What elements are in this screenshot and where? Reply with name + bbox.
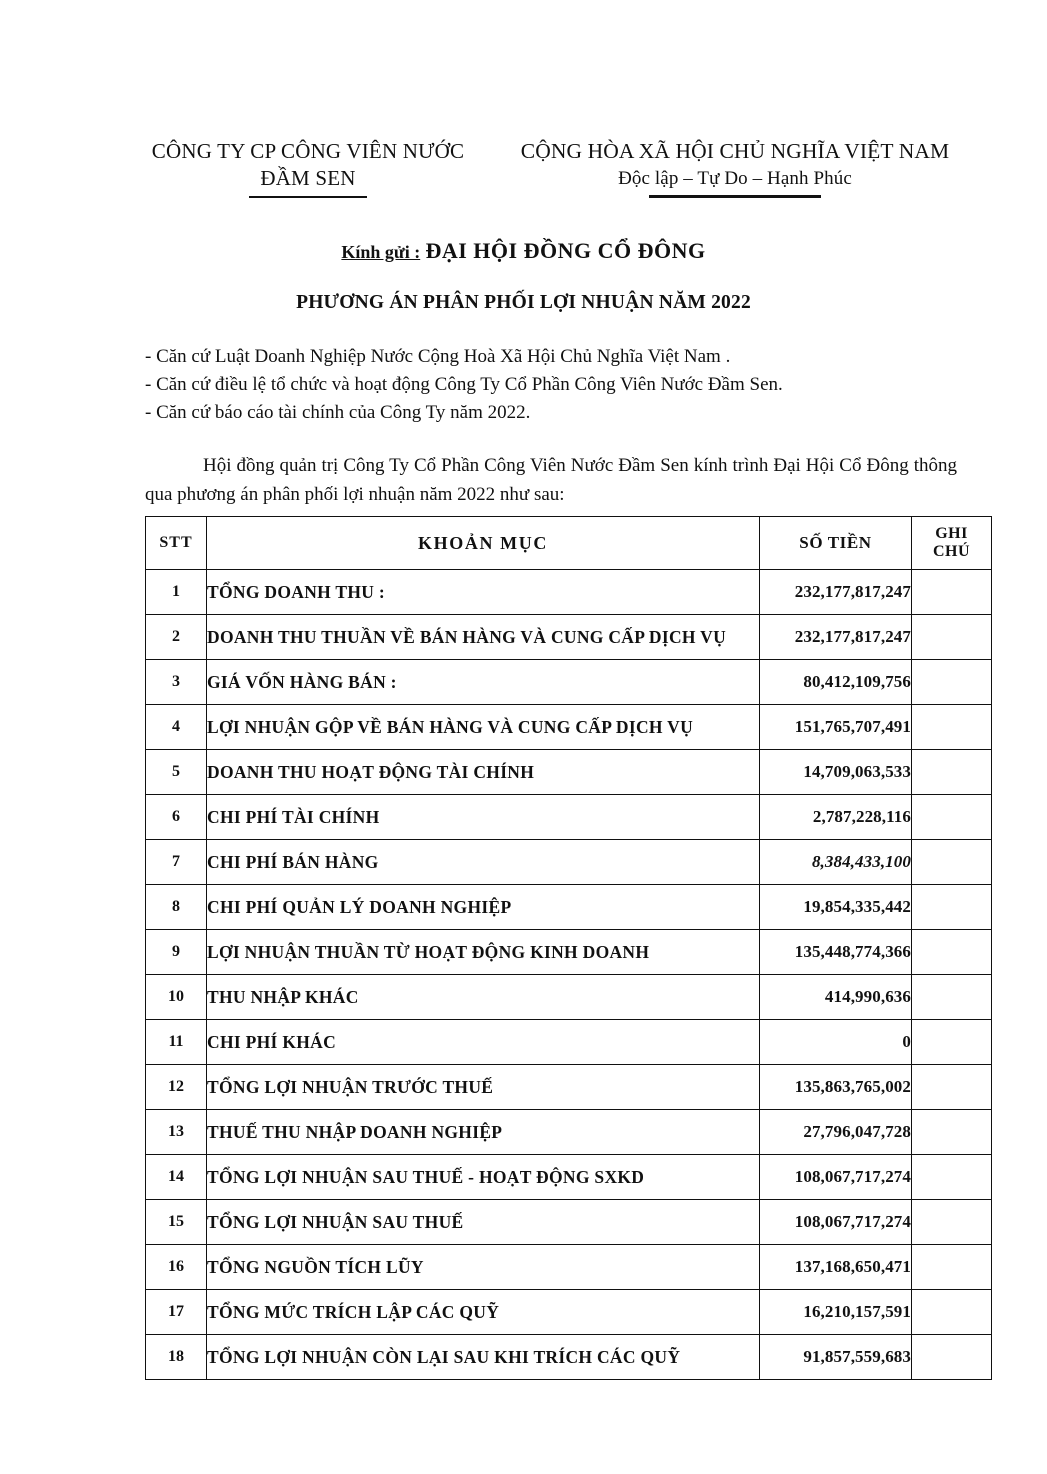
cell-amount: 232,177,817,247 (760, 570, 912, 615)
cell-item: TỔNG NGUỒN TÍCH LŨY (207, 1245, 760, 1290)
cell-amount: 14,709,063,533 (760, 750, 912, 795)
cell-item: TỔNG LỢI NHUẬN SAU THUẾ - HOẠT ĐỘNG SXKD (207, 1155, 760, 1200)
cell-amount: 414,990,636 (760, 975, 912, 1020)
cell-note (912, 840, 992, 885)
table-row (146, 1110, 992, 1155)
cell-item: TỔNG LỢI NHUẬN SAU THUẾ (207, 1200, 760, 1245)
cell-amount: 19,854,335,442 (760, 885, 912, 930)
cell-amount: 137,168,650,471 (760, 1245, 912, 1290)
cell-note (912, 1200, 992, 1245)
profit-table-container (145, 516, 991, 1380)
table-row (146, 570, 992, 615)
cell-stt: 13 (146, 1110, 207, 1155)
legal-basis-list (145, 343, 975, 427)
cell-item: CHI PHÍ TÀI CHÍNH (207, 795, 760, 840)
table-row (146, 795, 992, 840)
cell-note (912, 1245, 992, 1290)
cell-item: CHI PHÍ BÁN HÀNG (207, 840, 760, 885)
cell-note (912, 1335, 992, 1380)
cell-stt: 6 (146, 795, 207, 840)
table-row (146, 975, 992, 1020)
cell-note (912, 975, 992, 1020)
cell-note (912, 615, 992, 660)
table-row (146, 1200, 992, 1245)
cell-stt: 8 (146, 885, 207, 930)
cell-stt: 4 (146, 705, 207, 750)
cell-item: LỢI NHUẬN GỘP VỀ BÁN HÀNG VÀ CUNG CẤP DỊCH VỤ (207, 705, 760, 750)
cell-amount: 135,863,765,002 (760, 1065, 912, 1110)
cell-amount: 27,796,047,728 (760, 1110, 912, 1155)
table-row (146, 1335, 992, 1380)
cell-note (912, 705, 992, 750)
table-row (146, 885, 992, 930)
cell-stt: 11 (146, 1020, 207, 1065)
cell-item: TỔNG MỨC TRÍCH LẬP CÁC QUỸ (207, 1290, 760, 1335)
cell-item: TỔNG DOANH THU : (207, 570, 760, 615)
cell-item: THUẾ THU NHẬP DOANH NGHIỆP (207, 1110, 760, 1155)
cell-item: DOANH THU THUẦN VỀ BÁN HÀNG VÀ CUNG CẤP DỊCH VỤ (207, 615, 760, 660)
profit-distribution-table (145, 516, 992, 1380)
cell-item: CHI PHÍ KHÁC (207, 1020, 760, 1065)
cell-stt: 10 (146, 975, 207, 1020)
cell-item: GIÁ VỐN HÀNG BÁN : (207, 660, 760, 705)
cell-amount: 80,412,109,756 (760, 660, 912, 705)
column-header-amount: SỐ TIỀN (760, 517, 912, 570)
cell-amount: 108,067,717,274 (760, 1155, 912, 1200)
cell-amount: 16,210,157,591 (760, 1290, 912, 1335)
intro-paragraph: Hội đồng quản trị Công Ty Cổ Phần Công Viên Nước Đầm Sen kính trình Đại Hội Cổ Đông thông qua phương án phân phối lợi nhuận năm 2022 như sau: (145, 455, 957, 505)
cell-item: CHI PHÍ QUẢN LÝ DOANH NGHIỆP (207, 885, 760, 930)
column-header-stt: STT (146, 517, 207, 570)
cell-stt: 1 (146, 570, 207, 615)
cell-amount: 8,384,433,100 (760, 840, 912, 885)
column-header-note-line2: CHÚ (932, 543, 971, 560)
cell-stt: 18 (146, 1335, 207, 1380)
table-row (146, 1290, 992, 1335)
cell-amount: 2,787,228,116 (760, 795, 912, 840)
legal-basis-item: - Căn cứ điều lệ tổ chức và hoạt động Công Ty Cổ Phần Công Viên Nước Đầm Sen. (145, 373, 783, 395)
table-header-row (146, 517, 992, 570)
cell-stt: 12 (146, 1065, 207, 1110)
cell-item: THU NHẬP KHÁC (207, 975, 760, 1020)
cell-note (912, 660, 992, 705)
cell-note (912, 885, 992, 930)
cell-stt: 2 (146, 615, 207, 660)
cell-note (912, 750, 992, 795)
cell-stt: 14 (146, 1155, 207, 1200)
column-header-note-line1: GHI (935, 524, 968, 542)
table-row (146, 1020, 992, 1065)
cell-amount: 135,448,774,366 (760, 930, 912, 975)
table-row (146, 1245, 992, 1290)
cell-stt: 7 (146, 840, 207, 885)
cell-note (912, 570, 992, 615)
cell-item: DOANH THU HOẠT ĐỘNG TÀI CHÍNH (207, 750, 760, 795)
company-name-line2: ĐẦM SEN (260, 166, 356, 191)
cell-note (912, 795, 992, 840)
table-row (146, 660, 992, 705)
cell-note (912, 930, 992, 975)
table-row (146, 1065, 992, 1110)
national-title: CỘNG HÒA XÃ HỘI CHỦ NGHĨA VIỆT NAM (520, 139, 950, 163)
table-row (146, 930, 992, 975)
cell-note (912, 1155, 992, 1200)
cell-item: TỔNG LỢI NHUẬN CÒN LẠI SAU KHI TRÍCH CÁC QUỸ (207, 1335, 760, 1380)
addressee-line (0, 238, 1047, 264)
cell-note (912, 1065, 992, 1110)
table-header (146, 517, 992, 570)
cell-item: LỢI NHUẬN THUẦN TỪ HOẠT ĐỘNG KINH DOANH (207, 930, 760, 975)
table-body (146, 570, 992, 1380)
document-header (0, 138, 1047, 198)
company-name-line1: CÔNG TY CP CÔNG VIÊN NƯỚC (151, 139, 465, 163)
cell-note (912, 1290, 992, 1335)
cell-note (912, 1110, 992, 1155)
cell-amount: 232,177,817,247 (760, 615, 912, 660)
cell-stt: 16 (146, 1245, 207, 1290)
table-row (146, 750, 992, 795)
cell-stt: 3 (146, 660, 207, 705)
document-title: PHƯƠNG ÁN PHÂN PHỐI LỢI NHUẬN NĂM 2022 (296, 292, 751, 313)
table-row (146, 840, 992, 885)
national-motto: Độc lập – Tự Do – Hạnh Phúc (618, 167, 852, 189)
table-row (146, 615, 992, 660)
national-header-rule (649, 195, 821, 197)
cell-stt: 9 (146, 930, 207, 975)
cell-amount: 151,765,707,491 (760, 705, 912, 750)
addressee-target: ĐẠI HỘI ĐỒNG CỔ ĐÔNG (425, 238, 706, 263)
cell-stt: 15 (146, 1200, 207, 1245)
company-header-rule (249, 196, 367, 198)
addressee-label: Kính gửi : (341, 242, 421, 262)
cell-stt: 17 (146, 1290, 207, 1335)
national-header-block (520, 138, 950, 198)
cell-item: TỔNG LỢI NHUẬN TRƯỚC THUẾ (207, 1065, 760, 1110)
cell-note (912, 1020, 992, 1065)
cell-amount: 0 (760, 1020, 912, 1065)
cell-stt: 5 (146, 750, 207, 795)
cell-amount: 91,857,559,683 (760, 1335, 912, 1380)
company-header-block (128, 138, 488, 198)
legal-basis-item: - Căn cứ báo cáo tài chính của Công Ty năm 2022. (145, 401, 531, 423)
table-row (146, 705, 992, 750)
column-header-note (912, 517, 992, 570)
cell-amount: 108,067,717,274 (760, 1200, 912, 1245)
column-header-item: KHOẢN MỤC (207, 517, 760, 570)
table-row (146, 1155, 992, 1200)
legal-basis-item: - Căn cứ Luật Doanh Nghiệp Nước Cộng Hoà Xã Hội Chủ Nghĩa Việt Nam . (145, 346, 731, 367)
